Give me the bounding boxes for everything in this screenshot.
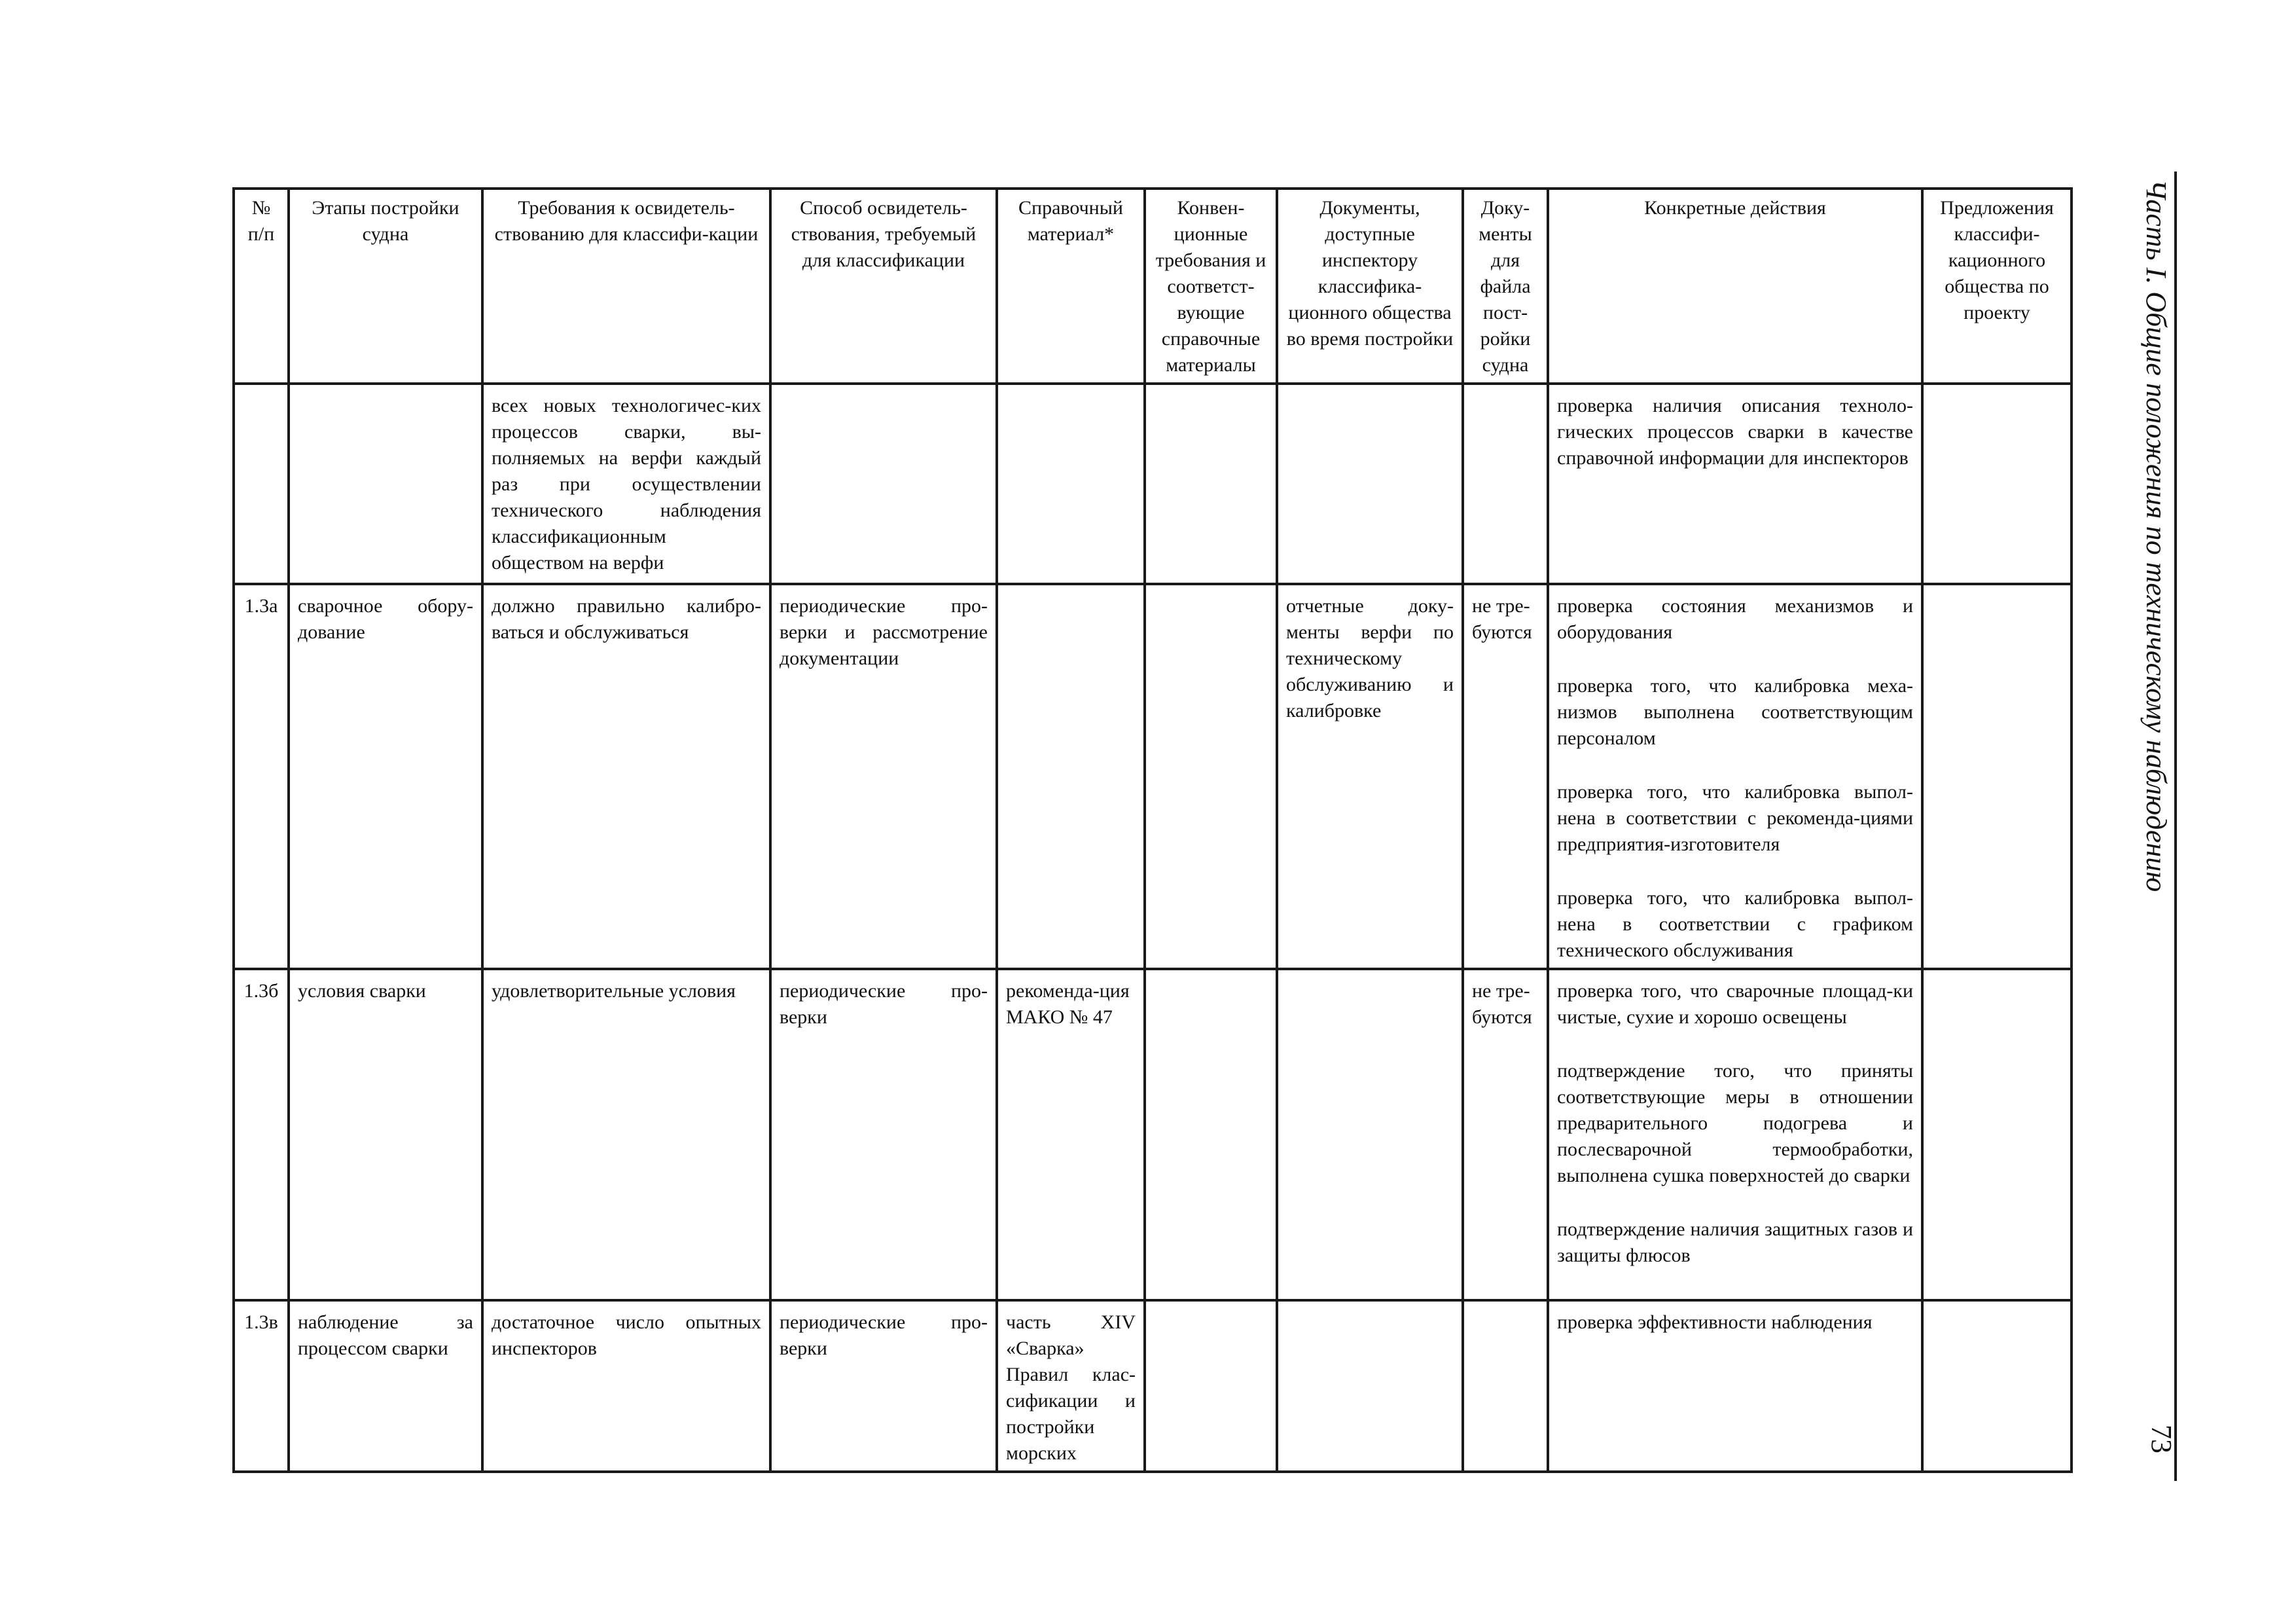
header-number: № п/п — [234, 189, 289, 384]
header-convention: Конвен-ционные требования и соответст-вующие справочные материалы — [1145, 189, 1277, 384]
cell-proposals — [1922, 969, 2072, 1300]
header-stage: Этапы постройки судна — [289, 189, 482, 384]
cell-convention — [1145, 1300, 1277, 1472]
cell-actions — [1548, 384, 1922, 584]
table-row — [234, 1300, 2072, 1472]
running-head-rule — [2174, 172, 2177, 1481]
table-row — [234, 584, 2072, 969]
cell-reference: рекоменда-ция МАКО № 47 — [997, 969, 1145, 1300]
cell-method: периодические про-верки и рассмотрение документации — [770, 584, 997, 969]
page-number: 73 — [2145, 1425, 2178, 1453]
header-file-docs: Доку-менты для файла пост-ройки судна — [1463, 189, 1548, 384]
action-item: подтверждение наличия защитных газов и защиты флюсов — [1557, 1218, 1913, 1266]
table-header-row — [234, 189, 2072, 384]
cell-file-docs — [1463, 1300, 1548, 1472]
cell-documents: отчетные доку-менты верфи по техническому обслуживанию и калибровке — [1277, 584, 1463, 969]
cell-number: 1.3б — [234, 969, 289, 1300]
action-item: проверка того, что сварочные площад-ки чистые, сухие и хорошо освещены — [1557, 980, 1913, 1028]
cell-reference: часть XIV «Сварка» Правил клас-сификации и постройки морских — [997, 1300, 1145, 1472]
cell-convention — [1145, 584, 1277, 969]
cell-method: периодические про-верки — [770, 969, 997, 1300]
table-row — [234, 969, 2072, 1300]
cell-method — [770, 384, 997, 584]
cell-number: 1.3в — [234, 1300, 289, 1472]
action-item: подтверждение того, что приняты соответствующие меры в отношении предварительного подогрева и послесварочной термообработки, выполнена сушка поверхностей до сварки — [1557, 1060, 1913, 1186]
header-documents: Документы, доступные инспектору классифика-ционного общества во время постройки — [1277, 189, 1463, 384]
action-item: проверка наличия описания техноло-гических процессов сварки в качестве справочной информации для инспекторов — [1557, 395, 1913, 469]
classification-survey-table — [232, 187, 2073, 1473]
header-proposals: Предложения классифи-кационного общества по проекту — [1922, 189, 2072, 384]
cell-file-docs: не тре-буются — [1463, 969, 1548, 1300]
cell-stage: сварочное обору-дование — [289, 584, 482, 969]
cell-documents — [1277, 1300, 1463, 1472]
cell-number — [234, 384, 289, 584]
header-reference: Справочный материал* — [997, 189, 1145, 384]
cell-number: 1.3а — [234, 584, 289, 969]
cell-requirements: удовлетворительные условия — [482, 969, 770, 1300]
cell-actions — [1548, 969, 1922, 1300]
cell-file-docs: не тре-буются — [1463, 584, 1548, 969]
action-item: проверка эффективности наблюдения — [1557, 1311, 1873, 1333]
cell-proposals — [1922, 584, 2072, 969]
cell-stage: условия сварки — [289, 969, 482, 1300]
cell-convention — [1145, 969, 1277, 1300]
header-method: Способ освидетель-ствования, требуемый для классификации — [770, 189, 997, 384]
cell-reference — [997, 384, 1145, 584]
cell-file-docs — [1463, 384, 1548, 584]
cell-documents — [1277, 969, 1463, 1300]
running-head: Часть I. Общие положения по техническому наблюдению — [2140, 179, 2172, 892]
action-item: проверка того, что калибровка выпол-нена в соответствии с графиком технического обслуживания — [1557, 887, 1913, 961]
header-requirements: Требования к освидетель-ствованию для классифи-кации — [482, 189, 770, 384]
header-actions: Конкретные действия — [1548, 189, 1922, 384]
cell-convention — [1145, 384, 1277, 584]
cell-actions — [1548, 584, 1922, 969]
cell-requirements: должно правильно калибро-ваться и обслуживаться — [482, 584, 770, 969]
cell-requirements: всех новых технологичес-ких процессов сварки, вы-полняемых на верфи каждый раз при осуществлении технического наблюдения классификационным обществом на верфи — [482, 384, 770, 584]
cell-actions — [1548, 1300, 1922, 1472]
action-item: проверка состояния механизмов и оборудования — [1557, 595, 1913, 643]
table-row — [234, 384, 2072, 584]
action-item: проверка того, что калибровка выпол-нена в соответствии с рекоменда-циями предприятия-изготовителя — [1557, 781, 1913, 855]
cell-proposals — [1922, 1300, 2072, 1472]
cell-proposals — [1922, 384, 2072, 584]
cell-stage: наблюдение за процессом сварки — [289, 1300, 482, 1472]
cell-requirements: достаточное число опытных инспекторов — [482, 1300, 770, 1472]
cell-documents — [1277, 384, 1463, 584]
cell-stage — [289, 384, 482, 584]
action-item: проверка того, что калибровка меха-низмов выполнена соответствующим персоналом — [1557, 675, 1913, 749]
cell-reference — [997, 584, 1145, 969]
cell-method: периодические про-верки — [770, 1300, 997, 1472]
